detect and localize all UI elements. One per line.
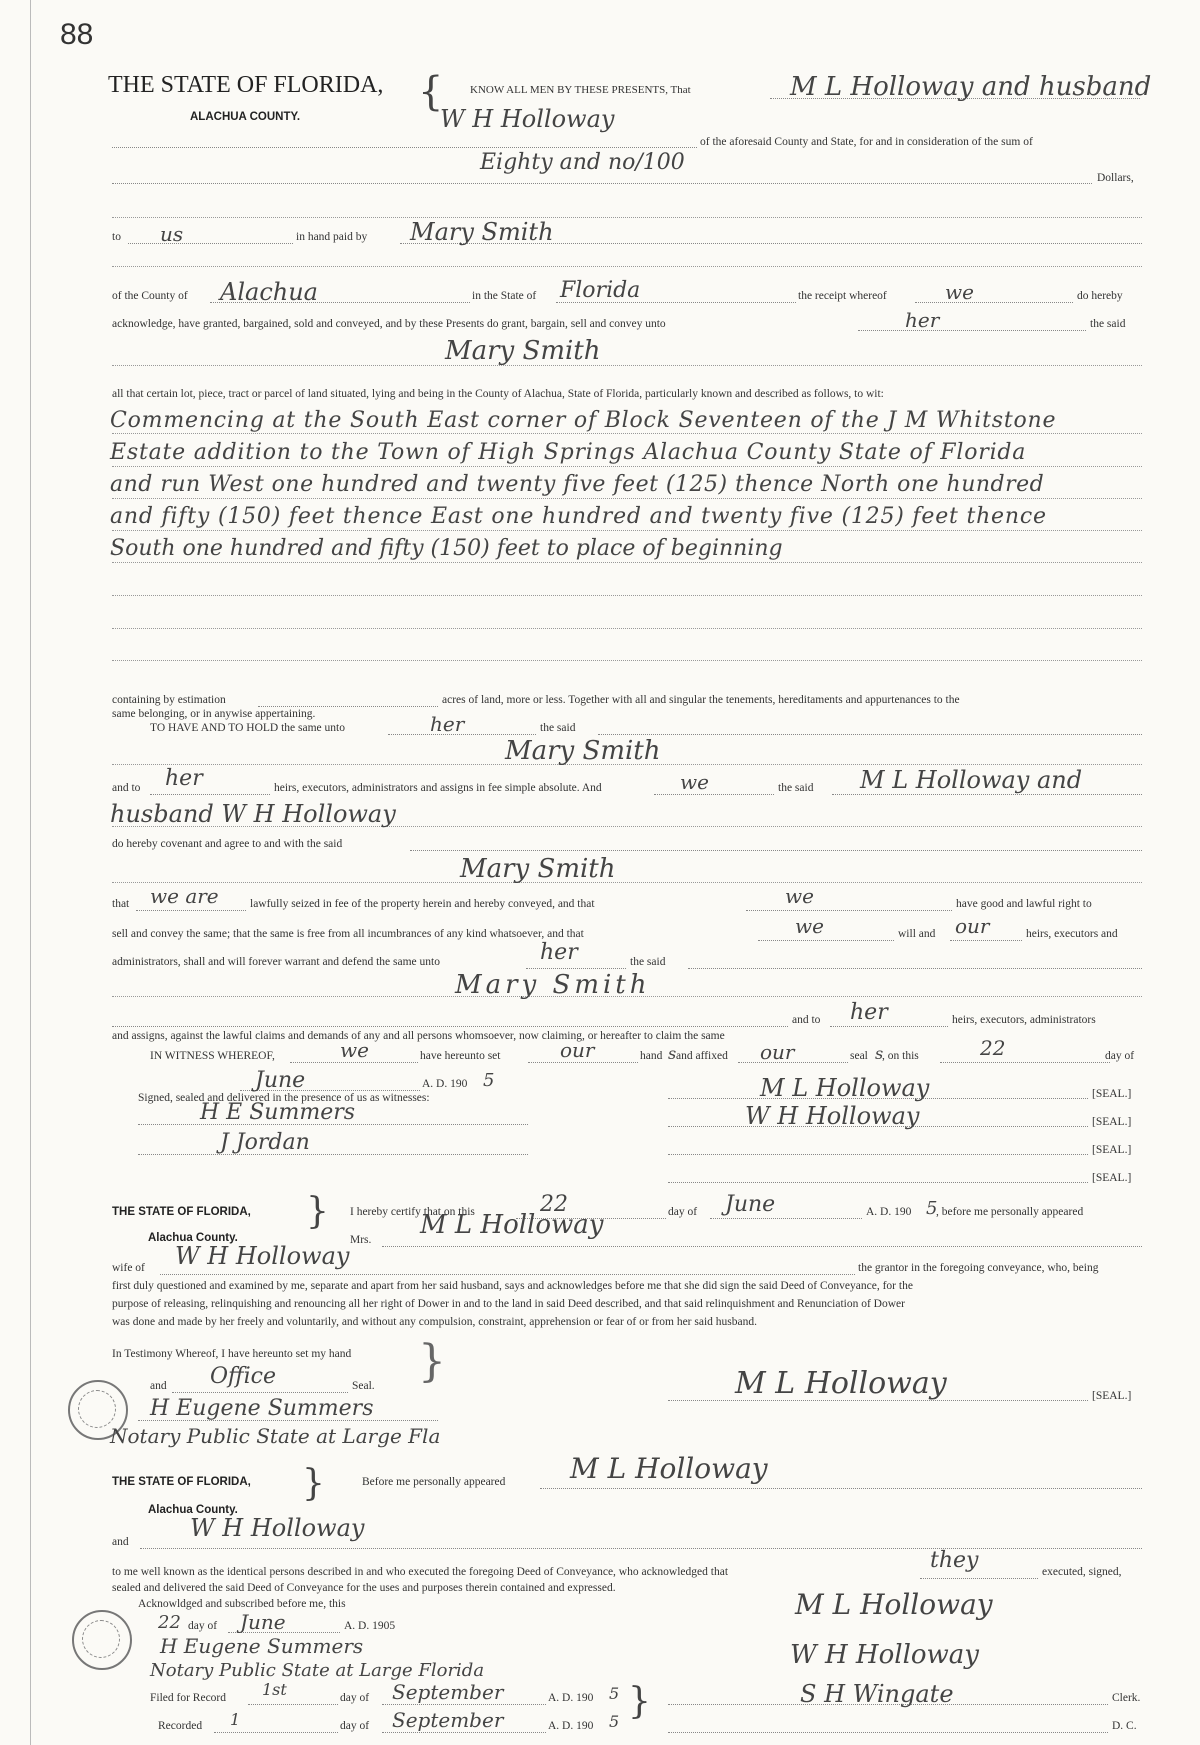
line [688,968,1142,969]
line [382,1246,1142,1247]
recorded-label: Recorded [158,1720,203,1732]
assigns-text: and assigns, against the lawful claims and demands of any and all persons whomsoever, now claiming, or hereafter to claim the same [112,1030,725,1042]
they-handwritten: they [930,1548,979,1573]
grant-text: acknowledge, have granted, bargained, sold and conveyed, and by these Presents do grant, bargain, sell and convey unto [112,318,666,330]
description-line: and run West one hundred and twenty five feet (125) thence North one hundred [110,472,1045,497]
ack1-body-1: first duly questioned and examined by me, separate and apart from her said husband, says and acknowledges before me that she did sign the said Deed of Conveyance, for the [112,1280,913,1292]
line [112,266,1142,267]
we-handwritten: we [945,280,974,304]
line [920,1578,1038,1579]
ack1-brace: } [306,1191,329,1232]
admins-text: administrators, shall and will forever warrant and defend the same unto [112,956,440,968]
land-intro: all that certain lot, piece, tract or parcel of land situated, lying and being in the County of Alachua, State of Florida, particularly known and described as follows, to wit: [112,388,884,400]
affixed-text: and affixed [676,1050,728,1062]
filed-month-handwritten: September [392,1680,504,1704]
containing-label: containing by estimation [112,694,226,706]
acres-text: acres of land, more or less. Together with all and singular the tenements, hereditaments and appurtenances to the [442,694,960,706]
the-said-label: the said [630,956,666,968]
grantor-handwritten-2: husband W H Holloway [110,800,396,828]
witness-2-signature: J Jordan [220,1130,310,1155]
ack1-body-2: purpose of releasing, relinquishing and renouncing all her right of Dower in and to the land in said Deed described, and that said relinquishment and Renunciation of Dower [112,1298,905,1310]
ad-label: A. D. 190 [548,1692,594,1704]
notary-signature: H Eugene Summers [160,1634,364,1658]
state-handwritten: Florida [560,278,641,303]
line [858,330,1086,331]
notary-title: Notary Public State at Large Fla [110,1424,441,1448]
ad-label: A. D. 1905 [344,1620,396,1632]
person-2-handwritten: W H Holloway [190,1514,365,1542]
day-of-label: day of [668,1206,698,1218]
sealed-text: sealed and delivered the said Deed of Conveyance for the uses and purposes therein contained and expressed. [112,1582,616,1594]
line [214,1732,338,1733]
ack1-body-3: was done and made by her freely and voluntarily, and without any compulsion, constraint, apprehension or fear of or from her said husband. [112,1316,757,1328]
line [710,1218,862,1219]
page-number: 88 [60,18,94,51]
seized-text: lawfully seized in fee of the property herein and hereby conveyed, and that [250,898,595,910]
line [112,628,1142,629]
line [528,1062,638,1063]
her-handwritten: her [540,940,578,965]
paid-by-label: in hand paid by [296,231,368,243]
line [258,706,438,707]
state-heading: THE STATE OF FLORIDA, [108,72,384,98]
line [112,595,1142,596]
grantee-handwritten: Mary Smith [455,970,651,1000]
description-line: Estate addition to the Town of High Springs Alachua County State of Florida [110,440,1027,465]
clerk-signature: S H Wingate [800,1680,954,1708]
intro-text: KNOW ALL MEN BY THESE PRESENTS, That [470,84,691,96]
heirs-text: heirs, executors, administrators [952,1014,1096,1026]
line [140,1548,1142,1549]
and-to-label: and to [792,1014,821,1026]
line [940,1062,1110,1063]
description-line: Commencing at the South East corner of Block Seventeen of the J M Whitstone [110,408,1057,433]
county-handwritten: Alachua [220,278,318,306]
day-of-label: day of [340,1692,370,1704]
ad-label: A. D. 190 [422,1078,468,1090]
signature-1: M L Holloway [760,1074,930,1102]
ack1-state: THE STATE OF FLORIDA, [112,1206,251,1218]
on-this-label: , on this [882,1050,919,1062]
office-handwritten: Office [210,1364,276,1389]
the-said-label: the said [778,782,814,794]
line [290,1062,418,1063]
line [410,850,1142,851]
mrs-handwritten: M L Holloway [420,1210,604,1240]
dollars-label: Dollars, [1097,172,1134,184]
ack2-brace: } [302,1463,325,1504]
right-text: have good and lawful right to [956,898,1092,910]
ack2-state: THE STATE OF FLORIDA, [112,1476,251,1488]
dc-label: D. C. [1112,1720,1137,1732]
receipt-label: the receipt whereof [798,290,887,302]
line [128,243,293,244]
of-county-label: of the County of [112,290,188,302]
line [598,734,1142,735]
filed-year-handwritten: 5 [609,1684,620,1703]
line [832,794,1142,795]
before-text: Before me personally appeared [362,1476,506,1488]
we-handwritten: we [680,770,709,794]
testimony-brace: } [418,1336,446,1387]
her-handwritten: her [430,712,465,736]
ack2-signature-2: W H Holloway [790,1640,979,1670]
year-handwritten: 5 [926,1198,938,1219]
month-handwritten: June [255,1068,306,1093]
mrs-label: Mrs. [350,1234,372,1246]
have-set-text: have hereunto set [420,1050,501,1062]
and-label: and [150,1380,167,1392]
grantee-handwritten: Mary Smith [505,736,661,766]
our-handwritten: our [955,914,990,938]
signature-2: W H Holloway [745,1102,920,1130]
grantor-handwritten-2: W H Holloway [440,105,615,133]
and-to-label: and to [112,782,141,794]
grantee-handwritten: Mary Smith [445,336,601,366]
line [150,794,270,795]
sell-text: sell and convey the same; that the same is free from all incumbrances of any kind whatsoever, and that [112,928,584,940]
day-of-label: day of [340,1720,370,1732]
seal-bracket: [SEAL.] [1092,1390,1132,1402]
line [172,1392,348,1393]
line [112,498,1142,499]
ack2-signature-1: M L Holloway [795,1588,993,1621]
day-handwritten: 22 [158,1612,181,1633]
line [112,433,1142,434]
day-handwritten: 22 [980,1036,1006,1060]
the-said-label: the said [540,722,576,734]
will-and-label: will and [898,928,936,940]
day-handwritten: 22 [540,1192,568,1217]
consideration-text: of the aforesaid County and State, for and in consideration of the sum of [700,136,1033,148]
seal-label: seal [850,1050,868,1062]
line [112,882,1142,883]
do-hereby-label: do hereby [1077,290,1123,302]
line [112,217,1142,218]
grantor-text: the grantor in the foregoing conveyance, who, being [858,1262,1099,1274]
line [112,183,1092,184]
to-label: to [112,231,121,243]
signed-text: Signed, sealed and delivered in the presence of us as witnesses: [138,1092,430,1104]
line [248,1704,338,1705]
margin-line [30,0,31,1745]
seal-bracket: [SEAL.] [1092,1116,1132,1128]
seal-bracket: [SEAL.] [1092,1088,1132,1100]
line [758,940,894,941]
grantor-handwritten: M L Holloway and husband [790,72,1152,102]
belonging-text: same belonging, or in anywise appertaining. [112,708,316,720]
recorded-day-handwritten: 1 [230,1710,241,1729]
county-heading: ALACHUA COUNTY. [190,111,301,123]
filed-label: Filed for Record [150,1692,227,1704]
hands-s-handwritten: s [668,1044,677,1063]
line [112,530,1142,531]
testimony-text: In Testimony Whereof, I have hereunto set my hand [112,1348,352,1360]
certify-text: I hereby certify that on this [350,1206,475,1218]
ad-label: A. D. 190 [548,1720,594,1732]
line [382,1704,546,1705]
line [915,302,1073,303]
line [654,794,774,795]
filing-brace: } [628,1681,651,1722]
line [668,1732,1108,1733]
line [136,910,246,911]
that-label: that [112,898,130,910]
ack2-county: Alachua County. [148,1504,238,1516]
person-1-handwritten: M L Holloway [570,1452,768,1485]
ad-label: A. D. 190 [866,1206,912,1218]
heirs-text: heirs, executors and [1026,928,1118,940]
month-handwritten: June [725,1192,776,1217]
her-handwritten: her [905,308,940,332]
and-label: and [112,1536,129,1548]
to-have-text: TO HAVE AND TO HOLD the same unto [150,722,345,734]
clerk-label: Clerk. [1112,1692,1141,1704]
hands-label: hand [640,1050,663,1062]
line [950,940,1022,941]
line [830,1026,948,1027]
line [138,1154,528,1155]
in-witness-label: IN WITNESS WHEREOF, [150,1050,275,1062]
notary-signature: H Eugene Summers [150,1396,374,1421]
seal-label: Seal. [352,1380,375,1392]
day-of-label: day of [188,1620,218,1632]
the-said-label: the said [1090,318,1126,330]
amount-handwritten: Eighty and no/100 [480,150,685,175]
subscribed-text: Acknowldged and subscribed before me, this [138,1598,346,1610]
recorded-month-handwritten: September [392,1708,504,1732]
recorded-year-handwritten: 5 [609,1712,620,1731]
we-handwritten: we [785,884,814,908]
grantor-handwritten: M L Holloway and [860,766,1083,794]
notary-seal-stamp [72,1610,132,1670]
day-of-label: day of [1105,1050,1135,1062]
grantee-handwritten: Mary Smith [460,854,616,884]
filed-day-handwritten: 1st [262,1680,287,1699]
we-are-handwritten: we are [150,884,219,908]
line [112,562,1142,563]
description-line: and fifty (150) feet thence East one hundred and twenty five (125) feet thence [110,504,1047,529]
in-state-label: in the State of [472,290,537,302]
notary-title: Notary Public State at Large Florida [150,1660,485,1681]
line [112,466,1142,467]
line [526,968,626,969]
ack1-county: Alachua County. [148,1232,238,1244]
year-handwritten: 5 [483,1070,495,1091]
line [668,1182,1088,1183]
heirs-text: heirs, executors, administrators and assigns in fee simple absolute. And [274,782,602,794]
her-handwritten: her [850,1000,888,1025]
seal-bracket: [SEAL.] [1092,1144,1132,1156]
line [540,1488,1142,1489]
paid-by-handwritten: Mary Smith [410,218,554,246]
our-handwritten: our [560,1038,595,1062]
before-text: , before me personally appeared [936,1206,1084,1218]
known-text: to me well known as the identical persons described in and who executed the foregoing Deed of Conveyance, who acknowledged that [112,1566,729,1578]
line [746,910,952,911]
line [112,1026,788,1027]
line [382,1732,546,1733]
executed-text: executed, signed, [1042,1566,1122,1578]
line [112,365,1142,366]
month-handwritten: June [240,1610,286,1634]
to-handwritten: us [160,222,184,246]
header-brace: { [418,69,444,115]
wife-of-label: wife of [112,1262,145,1274]
line [160,1274,855,1275]
her-handwritten: her [165,766,203,791]
covenant-text: do hereby covenant and agree to and with the said [112,838,343,850]
we-handwritten: we [795,914,824,938]
ack1-signature: M L Holloway [735,1366,947,1401]
seal-bracket: [SEAL.] [1092,1172,1132,1184]
witness-1-signature: H E Summers [200,1100,356,1125]
line [112,660,1142,661]
line [668,1154,1088,1155]
seal-s-handwritten: s [875,1044,884,1063]
we-handwritten: we [340,1038,369,1062]
description-line: South one hundred and fifty (150) feet to place of beginning [110,536,783,561]
our-handwritten: our [760,1040,795,1064]
husband-handwritten: W H Holloway [175,1242,350,1270]
line [112,147,697,148]
